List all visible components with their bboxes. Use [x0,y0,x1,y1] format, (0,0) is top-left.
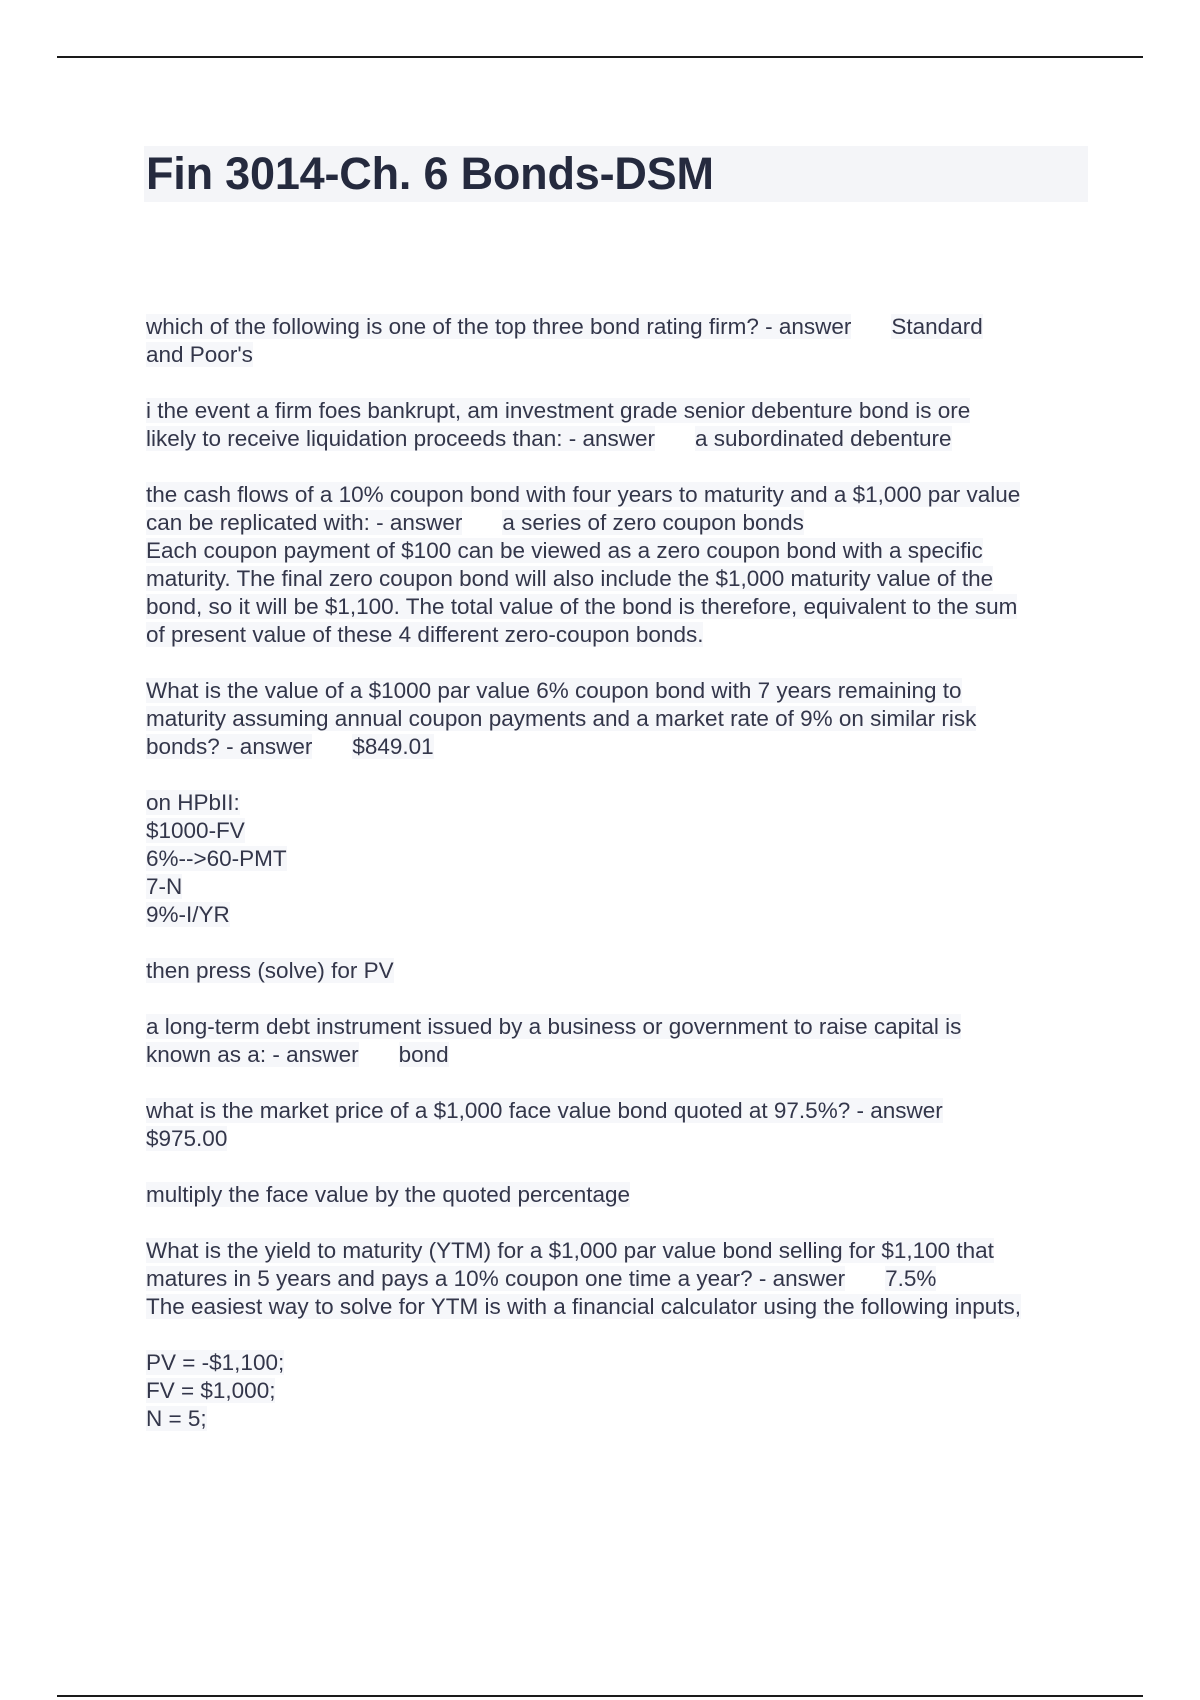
text-line [146,313,1096,341]
line-text: matures in 5 years and pays a 10% coupon one time a year? - answer [146,1266,846,1291]
line-text: known as a: - answer [146,1042,359,1067]
qa-block [146,1097,1096,1153]
text-line [146,425,1096,453]
line-text: bond, so it will be $1,100. The total value of the bond is therefore, equivalent to the sum [146,594,1018,619]
document-body [146,313,1096,1461]
text-line [146,341,1096,369]
line-text: 6%-->60-PMT [146,846,287,871]
line-text: then press (solve) for PV [146,958,394,983]
line-text: maturity assuming annual coupon payments and a market rate of 9% on similar risk [146,706,977,731]
line-text: The easiest way to solve for YTM is with a financial calculator using the following inputs, [146,1294,1022,1319]
line-text: PV = -$1,100; [146,1350,285,1375]
line-text: what is the market price of a $1,000 face value bond quoted at 97.5%? - answer [146,1098,943,1123]
answer-text: Standard [891,314,983,339]
line-text: bonds? - answer [146,734,313,759]
text-line [146,845,1096,873]
text-line [146,565,1096,593]
text-line [146,705,1096,733]
line-text: can be replicated with: - answer [146,510,463,535]
line-text: multiply the face value by the quoted percentage [146,1182,631,1207]
text-line [146,537,1096,565]
line-text: 9%-I/YR [146,902,230,927]
line-text: the cash flows of a 10% coupon bond with four years to maturity and a $1,000 par value [146,482,1021,507]
line-text: Each coupon payment of $100 can be viewed as a zero coupon bond with a specific [146,538,983,563]
qa-block [146,1013,1096,1069]
qa-block [146,1181,1096,1209]
text-line [146,1097,1096,1125]
line-text: $975.00 [146,1126,228,1151]
text-line [146,1181,1096,1209]
line-text: and Poor's [146,342,253,367]
qa-block [146,677,1096,761]
text-line [146,733,1096,761]
line-text: 7-N [146,874,183,899]
line-text: of present value of these 4 different zero-coupon bonds. [146,622,704,647]
line-text: likely to receive liquidation proceeds than: - answer [146,426,656,451]
text-line [146,1013,1096,1041]
text-line [146,1405,1096,1433]
text-line [146,1349,1096,1377]
text-line [146,1237,1096,1265]
text-line [146,1293,1096,1321]
answer-text: a subordinated debenture [695,426,952,451]
text-line [146,901,1096,929]
text-line [146,621,1096,649]
line-text: What is the value of a $1000 par value 6% coupon bond with 7 years remaining to [146,678,962,703]
line-text: N = 5; [146,1406,207,1431]
line-text: on HPbII: [146,790,240,815]
line-text: i the event a firm foes bankrupt, am investment grade senior debenture bond is ore [146,398,971,423]
text-line [146,1125,1096,1153]
text-line [146,481,1096,509]
text-line [146,789,1096,817]
line-text: which of the following is one of the top three bond rating firm? - answer [146,314,852,339]
qa-block [146,789,1096,929]
line-text: FV = $1,000; [146,1378,276,1403]
text-line [146,873,1096,901]
line-text: $1000-FV [146,818,245,843]
qa-block [146,1237,1096,1321]
answer-text: 7.5% [885,1266,937,1291]
qa-block [146,397,1096,453]
qa-block [146,1349,1096,1433]
text-line [146,397,1096,425]
text-line [146,677,1096,705]
text-line [146,509,1096,537]
header-rule [57,56,1143,58]
text-line [146,593,1096,621]
qa-block [146,957,1096,985]
qa-block [146,481,1096,649]
text-line [146,1377,1096,1405]
footer-rule [57,1695,1143,1697]
answer-text: $849.01 [352,734,434,759]
document-title: Fin 3014-Ch. 6 Bonds-DSM [146,148,714,199]
line-text: maturity. The final zero coupon bond will also include the $1,000 maturity value of the [146,566,994,591]
answer-text: a series of zero coupon bonds [502,510,804,535]
text-line [146,817,1096,845]
line-text: What is the yield to maturity (YTM) for a $1,000 par value bond selling for $1,100 that [146,1238,994,1263]
text-line [146,957,1096,985]
text-line [146,1041,1096,1069]
qa-block [146,313,1096,369]
answer-text: bond [398,1042,449,1067]
line-text: a long-term debt instrument issued by a business or government to raise capital is [146,1014,962,1039]
text-line [146,1265,1096,1293]
